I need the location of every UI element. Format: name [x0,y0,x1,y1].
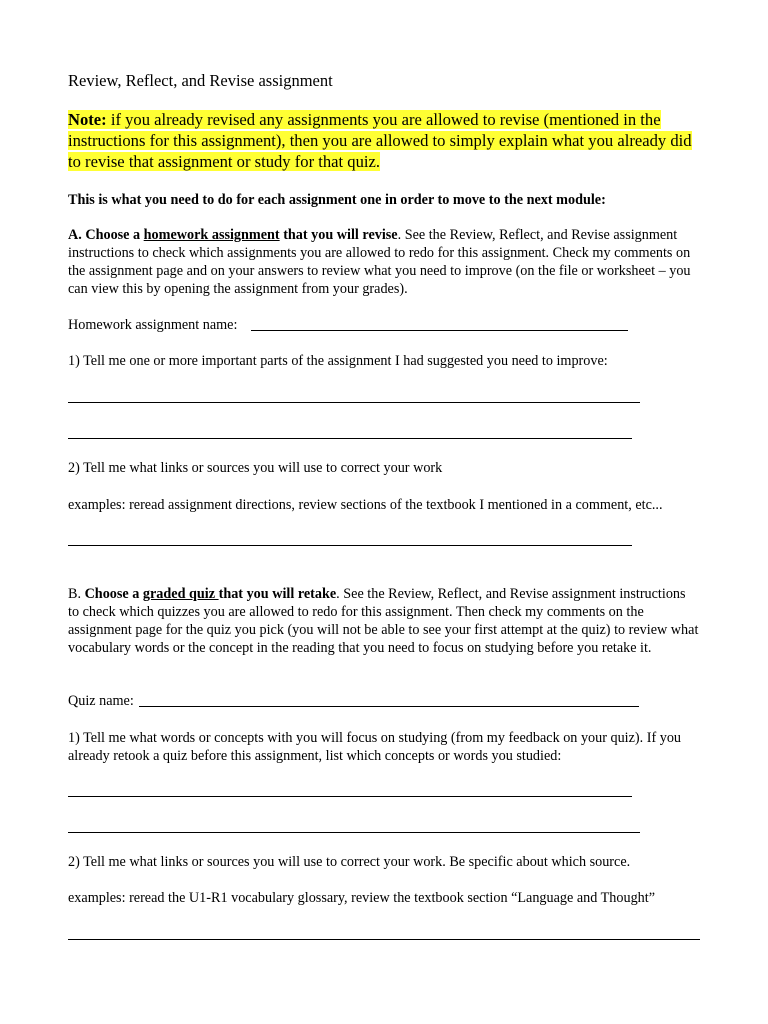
note-paragraph [68,109,708,172]
homework-name-blank[interactable] [251,330,628,331]
section-b-underlined: graded quiz [142,586,219,602]
note-label: Note: [68,110,107,129]
section-a-bold-suffix: that you will revise [279,227,398,243]
note-text: if you already revised any assignments you are allowed to revise (mentioned in the instructions for this assignment), then you are allowed to simply explain what you already did to revise that assignment or study for that quiz. [68,110,692,171]
document-title: Review, Reflect, and Revise assignment [68,71,333,90]
section-b-question-2: 2) Tell me what links or sources you will use to correct your work. Be specific about which source. [68,854,631,870]
section-a-examples: examples: reread assignment directions, review sections of the textbook I mentioned in a comment, etc... [68,497,663,513]
section-b-bold-suffix: that you will retake [218,586,337,602]
section-b-body: . See the Review, Reflect, and Revise assignment instructions to check which quizzes you are allowed to redo for this assignment. Then check my comments on the assignment page for the quiz you pick (you will not be able to see your first attempt at the quiz) to review what vocabulary words or the concept in the reading that you need to focus on studying before you retake it. [68,586,699,656]
section-a-underlined: homework assignment [143,227,280,243]
quiz-name-blank[interactable] [139,706,639,707]
section-b-examples: examples: reread the U1-R1 vocabulary glossary, review the textbook section “Language and Thought” [68,890,656,906]
section-a-question-2: 2) Tell me what links or sources you will use to correct your work [68,460,443,476]
section-b-answer-1-line-1[interactable] [68,796,632,797]
section-a-prefix: A. Choose a [68,227,144,243]
intro-instruction: This is what you need to do for each assignment one in order to move to the next module: [68,192,606,208]
section-b-prefix: B. [68,586,85,602]
section-b-bold-prefix: Choose a [84,586,143,602]
section-a-body: . See the Review, Reflect, and Revise assignment instructions to check which assignments you are allowed to redo for this assignment. Check my comments on the assignment page and on your answers to review what you need to improve (on the file or worksheet – you can view this by opening the assignment from your grades). [68,227,691,297]
section-a-answer-1-line-1[interactable] [68,402,640,403]
section-b-paragraph [68,585,700,657]
section-a-answer-2-line[interactable] [68,545,632,546]
section-b-answer-1-line-2[interactable] [68,832,640,833]
section-b-answer-2-line[interactable] [68,939,700,940]
section-a-paragraph [68,226,700,298]
homework-name-label: Homework assignment name: [68,317,238,333]
quiz-name-label: Quiz name: [68,693,134,709]
section-a-question-1: 1) Tell me one or more important parts of the assignment I had suggested you need to improve: [68,353,608,369]
section-a-answer-1-line-2[interactable] [68,438,632,439]
section-b-question-1: 1) Tell me what words or concepts with you will focus on studying (from my feedback on your quiz). If you already retook a quiz before this assignment, list which concepts or words you studied: [68,730,682,764]
